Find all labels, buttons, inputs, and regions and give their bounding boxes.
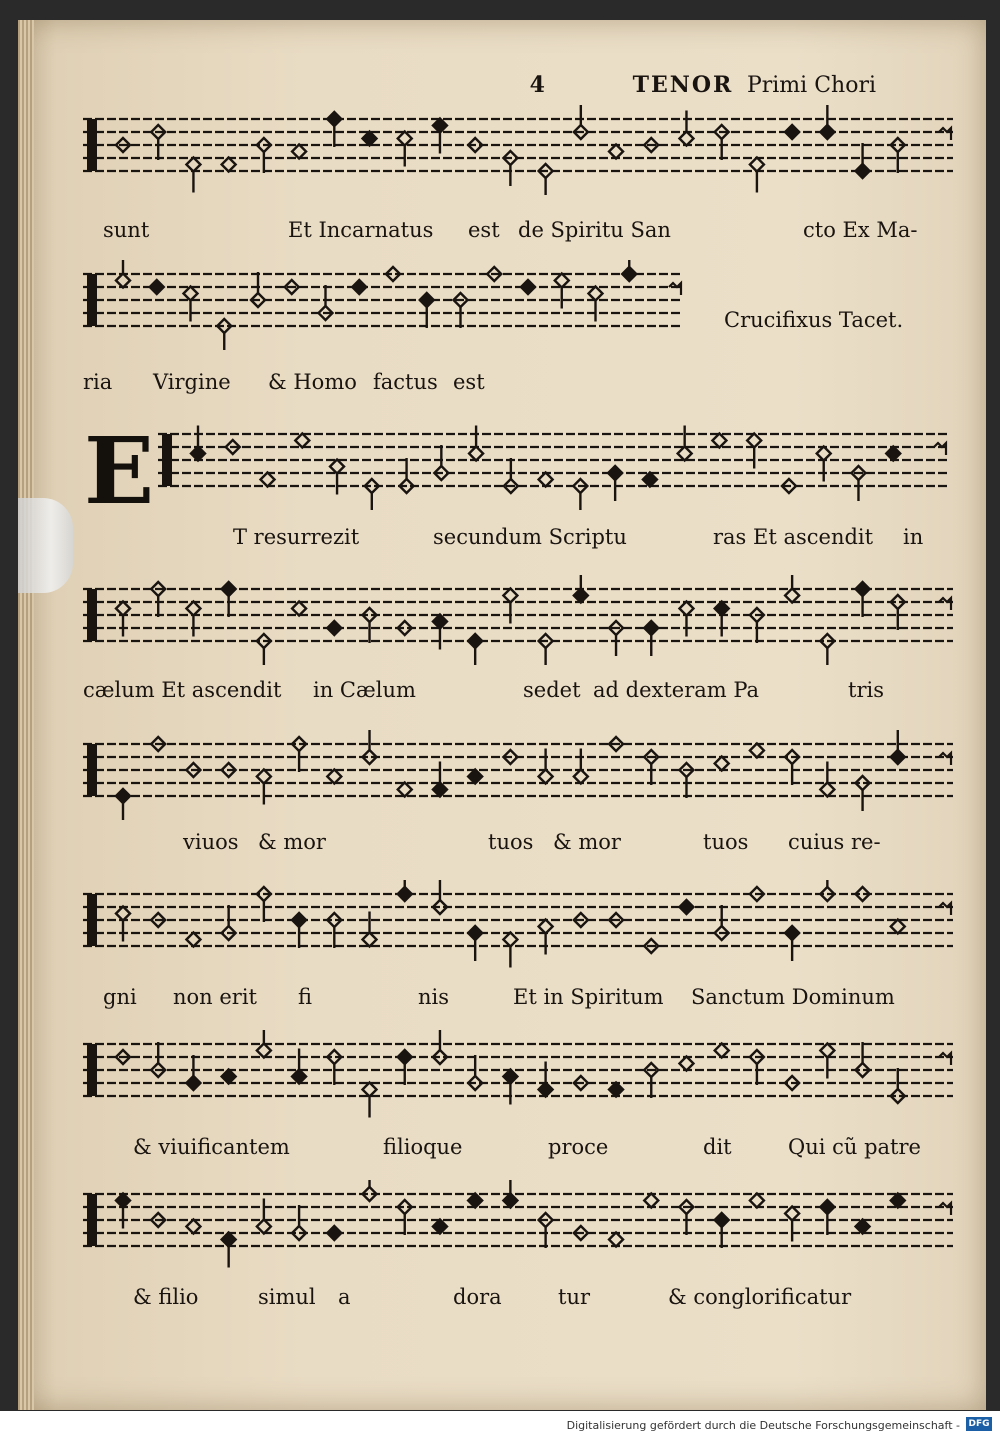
note-icon [398, 1200, 412, 1235]
note-icon [785, 125, 799, 139]
lyric-word: Qui cũ patre [788, 1135, 921, 1159]
voice-title: TENOR [632, 72, 734, 98]
note-icon [468, 1194, 482, 1208]
note-icon [539, 634, 553, 665]
note-icon [678, 426, 692, 461]
note-icon [503, 589, 517, 624]
note-icon [365, 479, 379, 510]
custos-icon [939, 753, 951, 765]
note-icon [433, 762, 447, 797]
lyric-word: non erit [173, 985, 257, 1009]
note-icon [186, 1220, 200, 1234]
note-icon [222, 158, 236, 172]
note-icon [679, 111, 693, 146]
lyric-word: secundum Scriptu [433, 525, 627, 549]
note-icon [292, 913, 306, 948]
page-header [530, 72, 876, 98]
note-icon [295, 434, 309, 448]
note-icon [327, 770, 341, 784]
note-icon [785, 1207, 799, 1242]
note-icon [330, 460, 344, 495]
lyric-word: ad dexteram Pa [593, 678, 760, 702]
note-icon [503, 1070, 517, 1105]
lyric-line-8 [83, 1285, 953, 1317]
note-icon [891, 730, 905, 764]
note-icon [433, 1220, 447, 1234]
clef-icon [162, 434, 172, 486]
note-icon [521, 280, 535, 294]
note-icon [363, 1180, 377, 1201]
note-icon [327, 1050, 341, 1085]
clef-icon [87, 274, 97, 326]
music-staff-5 [83, 730, 953, 806]
lyric-word: dora [453, 1285, 502, 1309]
note-icon [151, 1042, 165, 1077]
lyric-word: tuos [488, 830, 534, 854]
funding-credit: Digitalisierung gefördert durch die Deutsche Forschungsgemeinschaft - [566, 1419, 960, 1432]
lyric-word: ria [83, 370, 113, 394]
note-icon [891, 138, 905, 173]
lyric-word: tuos [703, 830, 749, 854]
note-icon [116, 907, 130, 942]
note-icon [785, 926, 799, 961]
note-icon [820, 880, 834, 901]
lyric-word: sedet [523, 678, 581, 702]
music-staff-2 [83, 260, 683, 336]
note-icon [151, 582, 165, 617]
tacet-note: Crucifixus Tacet. [724, 308, 904, 332]
note-icon [186, 602, 200, 637]
note-icon [116, 789, 130, 820]
book-page [18, 20, 986, 1410]
choir-subtitle: Primi Chori [746, 73, 876, 98]
note-icon [433, 880, 447, 914]
note-icon [469, 426, 483, 461]
lyric-line-6 [83, 985, 953, 1017]
note-icon [292, 1205, 306, 1240]
lyric-word: & mor [553, 830, 621, 854]
note-icon [222, 1070, 236, 1084]
lyric-word: a [338, 1285, 351, 1309]
note-icon [851, 466, 865, 501]
note-icon [886, 447, 900, 461]
lyric-word: in [903, 525, 924, 549]
note-icon [292, 602, 306, 616]
note-icon [609, 621, 623, 656]
note-icon [398, 1050, 412, 1085]
note-icon [468, 926, 482, 961]
note-icon [750, 158, 764, 193]
page-clip [18, 498, 73, 593]
note-icon [891, 920, 905, 934]
lyric-word: viuos [183, 830, 239, 854]
lyric-word: factus [373, 370, 438, 394]
lyric-word: Sanctum Dominum [691, 985, 895, 1009]
clef-icon [87, 119, 97, 171]
note-icon [622, 260, 636, 281]
lyric-word: tur [558, 1285, 591, 1309]
lyric-word: Et in Spiritum [513, 985, 664, 1009]
music-staff-1 [83, 105, 953, 181]
note-icon [363, 608, 377, 643]
note-icon [217, 319, 231, 350]
custos-icon [939, 598, 951, 610]
note-icon [327, 621, 341, 635]
note-icon [186, 158, 200, 193]
note-icon [856, 1042, 870, 1077]
note-icon [539, 1213, 553, 1248]
note-icon [116, 1194, 130, 1229]
note-icon [292, 145, 306, 159]
note-icon [257, 138, 271, 173]
note-icon [589, 287, 603, 322]
dfg-logo-icon: DFG [966, 1417, 992, 1431]
note-icon [327, 913, 341, 948]
note-icon [319, 285, 333, 320]
note-icon [609, 1233, 623, 1247]
note-icon [363, 1083, 377, 1118]
note-icon [468, 634, 482, 665]
note-icon [539, 1062, 553, 1097]
note-icon [503, 151, 517, 186]
note-icon [715, 1213, 729, 1248]
note-icon [679, 602, 693, 637]
music-staff-4 [83, 575, 953, 651]
page-edge [18, 20, 34, 1410]
clef-icon [87, 744, 97, 796]
note-icon [712, 434, 726, 448]
note-icon [609, 145, 623, 159]
lyric-line-5 [83, 830, 953, 862]
note-icon [820, 105, 834, 139]
custos-icon [939, 1053, 951, 1065]
note-icon [715, 125, 729, 160]
note-icon [679, 1200, 693, 1235]
note-icon [820, 762, 834, 797]
custos-icon [669, 283, 681, 295]
note-icon [292, 1049, 306, 1084]
music-staff-6 [83, 880, 953, 956]
lyric-word: est [453, 370, 485, 394]
note-icon [257, 1199, 271, 1234]
lyric-word: & mor [258, 830, 326, 854]
custos-icon [939, 903, 951, 915]
note-icon [750, 1050, 764, 1085]
note-icon [891, 1068, 905, 1103]
lyric-word: Et Incarnatus [288, 218, 434, 242]
clef-icon [87, 894, 97, 946]
note-icon [398, 132, 412, 167]
note-icon [820, 1200, 834, 1235]
note-icon [327, 1226, 341, 1240]
note-icon [434, 445, 448, 480]
note-icon [222, 905, 236, 940]
lyric-word: cælum Et ascendit [83, 678, 282, 702]
note-icon [644, 1063, 658, 1098]
custos-icon [934, 443, 946, 455]
note-icon [363, 132, 377, 146]
lyric-word: de Spiritu San [518, 218, 671, 242]
note-icon [856, 582, 870, 617]
lyric-word: gni [103, 985, 137, 1009]
lyric-line-7 [83, 1135, 953, 1167]
note-icon [251, 272, 265, 307]
footer-bar [0, 1411, 1000, 1439]
music-staff-8 [83, 1180, 953, 1256]
lyric-word: sunt [103, 218, 150, 242]
note-icon [644, 1194, 658, 1208]
note-icon [715, 1044, 729, 1058]
lyric-word: est [468, 218, 500, 242]
note-icon [261, 473, 275, 487]
lyric-word: proce [548, 1135, 609, 1159]
note-icon [750, 608, 764, 643]
note-icon [609, 1083, 623, 1097]
note-icon [257, 634, 271, 665]
note-icon [433, 119, 447, 154]
note-icon [539, 920, 553, 955]
music-staff-7 [83, 1030, 953, 1106]
note-icon [398, 783, 412, 797]
lyric-word: fi [298, 985, 313, 1009]
note-icon [891, 1194, 905, 1208]
note-icon [574, 105, 588, 139]
note-icon [454, 293, 468, 328]
note-icon [184, 287, 198, 322]
lyric-word: dit [703, 1135, 732, 1159]
clef-icon [87, 1044, 97, 1096]
lyric-line-3 [83, 525, 953, 557]
note-icon [817, 447, 831, 482]
lyric-line-4 [83, 678, 953, 710]
note-icon [222, 1233, 236, 1268]
note-icon [468, 1055, 482, 1090]
note-icon [679, 900, 693, 914]
note-icon [891, 595, 905, 630]
lyric-word: & conglorificatur [668, 1285, 852, 1309]
note-icon [433, 615, 447, 650]
note-icon [785, 750, 799, 785]
note-icon [186, 933, 200, 947]
note-icon [643, 473, 657, 487]
lyric-word: Virgine [153, 370, 231, 394]
note-icon [503, 933, 517, 968]
note-icon [856, 1220, 870, 1234]
lyric-word: nis [418, 985, 450, 1009]
note-icon [151, 125, 165, 160]
note-icon [747, 434, 761, 469]
note-icon [539, 749, 553, 784]
note-icon [750, 744, 764, 758]
note-icon [191, 426, 205, 461]
note-icon [820, 634, 834, 665]
note-icon [363, 912, 377, 947]
lyric-word: cto Ex Ma- [803, 218, 918, 242]
note-icon [398, 880, 412, 901]
note-icon [257, 887, 271, 922]
note-icon [539, 164, 553, 195]
page-number: 4 [529, 72, 545, 98]
note-icon [750, 1194, 764, 1208]
lyric-word: T resurrezit [233, 525, 360, 549]
note-icon [555, 274, 569, 309]
lyric-word: & filio [133, 1285, 199, 1309]
note-icon [400, 458, 414, 493]
initial-letter: E [84, 417, 155, 525]
note-icon [257, 770, 271, 805]
note-icon [327, 112, 341, 147]
note-icon [363, 730, 377, 764]
note-icon [856, 776, 870, 811]
note-icon [539, 473, 553, 487]
note-icon [292, 737, 306, 772]
note-icon [856, 143, 870, 178]
music-staff-3 [158, 420, 948, 496]
note-icon [574, 749, 588, 784]
note-icon [116, 602, 130, 637]
clef-icon [87, 1194, 97, 1246]
note-icon [715, 602, 729, 637]
lyric-word: simul [258, 1285, 316, 1309]
note-icon [468, 770, 482, 784]
note-icon [433, 1030, 447, 1064]
clef-icon [87, 589, 97, 641]
lyric-word: in Cælum [313, 678, 416, 702]
note-icon [715, 757, 729, 771]
note-icon [420, 293, 434, 328]
lyric-word: ras Et ascendit [713, 525, 874, 549]
note-icon [715, 905, 729, 940]
lyric-word: cuius re- [788, 830, 881, 854]
lyric-word: tris [848, 678, 884, 702]
note-icon [504, 458, 518, 493]
note-icon [150, 280, 164, 294]
note-icon [608, 466, 622, 501]
note-icon [186, 1055, 200, 1090]
custos-icon [939, 1203, 951, 1215]
lyric-word: & Homo [268, 370, 357, 394]
lyric-word: filioque [383, 1135, 463, 1159]
custos-icon [939, 128, 951, 140]
lyric-line-1 [83, 218, 953, 250]
note-icon [644, 621, 658, 656]
note-icon [352, 280, 366, 294]
lyric-line-2 [83, 370, 953, 402]
note-icon [222, 582, 236, 617]
note-icon [644, 750, 658, 785]
note-icon [573, 479, 587, 510]
note-icon [679, 763, 693, 798]
lyric-word: & viuificantem [133, 1135, 290, 1159]
note-icon [820, 1044, 834, 1079]
note-icon [679, 1057, 693, 1071]
